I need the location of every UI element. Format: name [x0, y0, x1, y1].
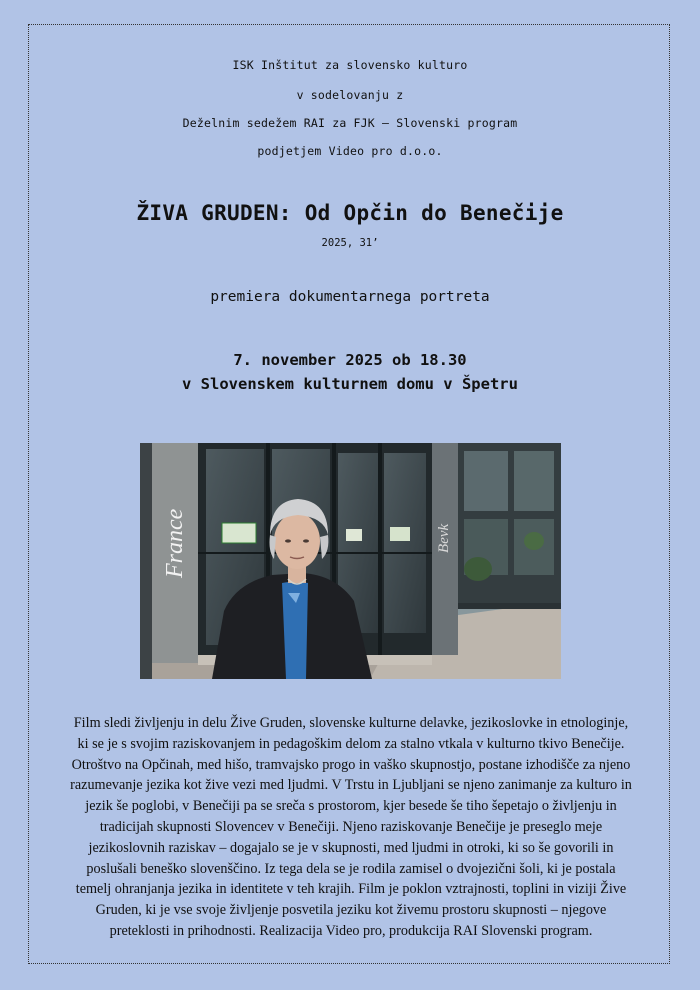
organizer-line: ISK Inštitut za slovensko kulturo — [232, 58, 468, 72]
film-year-duration: 2025, 31’ — [321, 237, 379, 249]
film-title: ŽIVA GRUDEN: Od Opčin do Benečije — [136, 201, 564, 225]
portrait-photo — [140, 443, 561, 679]
facade-lettering-left: France — [162, 508, 188, 578]
partner-videopro-line: podjetjem Video pro d.o.o. — [257, 144, 443, 158]
film-description: Film sledi življenju in delu Žive Gruden, slovenske kulturne delavke, jezikoslovke in etnologinje, ki se je s svojim raziskovanjem in pedagoškim delom za stalno vtkala v kulturno tkivo Benečije. Otroštvo na Opčinah, med hišo, tramvajsko progo in vaško skupnostjo, postane izhodišče za njeno razumevanje jezika kot žive vezi med ljudmi. V Trstu in Ljubljani se njeno zanimanje za kulturo in jezik še poglobi, v Benečiji pa se sreča s prostorom, kjer besede še tiho šepetajo o življenju in tradicijah skupnosti Slovencev v Benečiji. Njeno raziskovanje Benečije je preseglo meje jezikoslovnih raziskav – dogajalo se je v skupnosti, med ljudmi in otroki, ki so še govorili in poslušali beneško slovenščino. Iz tega dela se je rodila zamisel o dvojezični šoli, ki je postala temelj ohranjanja jezika in identitete v teh krajih. Film je poklon vztrajnosti, toplini in viziji Žive Gruden, ki je vse svoje življenje posvetila jeziku kot živemu prostoru skupnosti – njegove preteklosti in prihodnosti. Realizacija Video pro, produkcija RAI Slovenski program. — [70, 715, 632, 939]
event-venue: v Slovenskem kulturnem domu v Špetru — [182, 375, 518, 393]
collaboration-line: v sodelovanju z — [296, 88, 404, 102]
facade-lettering-right: Bevk — [436, 523, 452, 553]
partner-rai-line: Deželnim sedežem RAI za FJK – Slovenski program — [182, 116, 518, 130]
event-date: 7. november 2025 ob 18.30 — [233, 351, 467, 369]
premiere-subtitle: premiera dokumentarnega portreta — [210, 289, 490, 305]
